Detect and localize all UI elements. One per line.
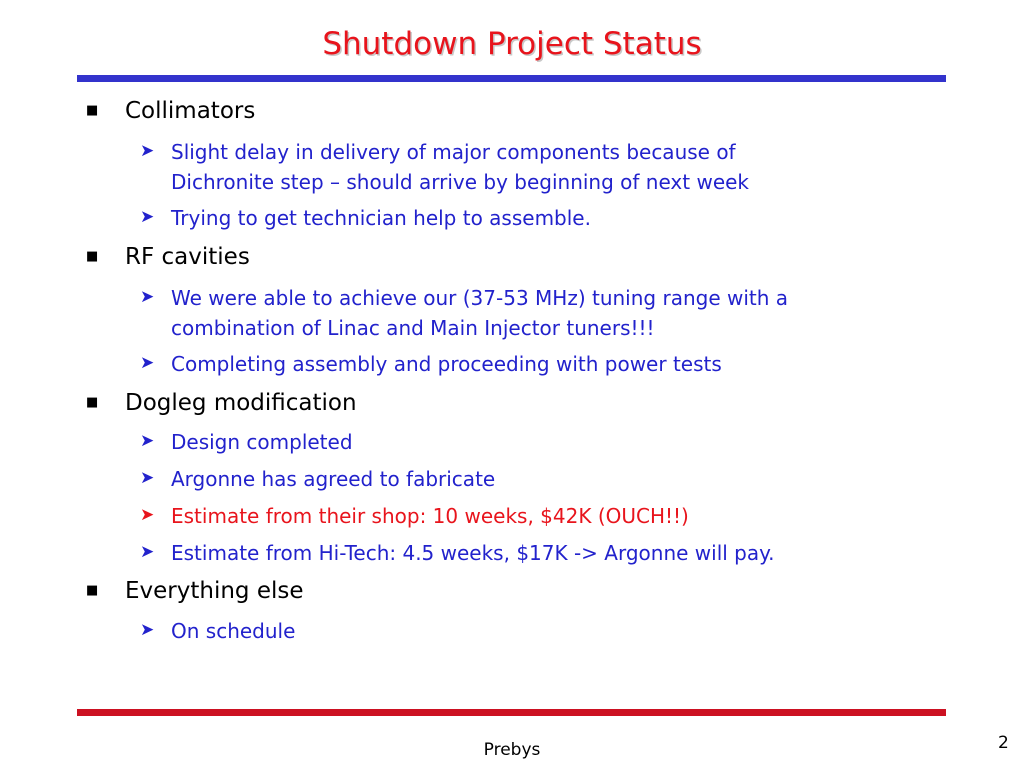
sub-bullet-text: Design completed [171,430,353,454]
arrowhead-bullet-icon: ➤ [140,468,155,488]
page-number: 2 [998,733,1009,753]
sub-bullet-text: Slight delay in delivery of major components because of [171,140,736,164]
square-bullet-icon: ■ [86,583,99,598]
slide-title: Shutdown Project Status [322,26,702,62]
bullet-label: Dogleg modification [125,390,357,416]
square-bullet-icon: ■ [86,103,99,118]
arrowhead-bullet-icon: ➤ [140,431,155,451]
sub-bullet-text: Dichronite step – should arrive by beginning of next week [171,170,750,194]
sub-bullet-text: Argonne has agreed to fabricate [171,467,496,491]
sub-bullet-text: combination of Linac and Main Injector tuners!!! [171,316,655,340]
square-bullet-icon: ■ [86,395,99,410]
arrowhead-bullet-icon: ➤ [140,207,155,227]
sub-bullet-text: Trying to get technician help to assemble. [171,206,591,230]
square-bullet-icon: ■ [86,249,99,264]
arrowhead-bullet-icon: ➤ [140,287,155,307]
sub-bullet-text: On schedule [171,619,296,643]
sub-bullet-text: We were able to achieve our (37-53 MHz) tuning range with a [171,286,789,310]
bullet-label: Everything else [125,578,304,604]
arrowhead-bullet-icon: ➤ [140,620,155,640]
arrowhead-bullet-icon: ➤ [140,353,155,373]
sub-bullet-text: Estimate from their shop: 10 weeks, $42K (OUCH!!) [171,504,689,528]
footer-divider [77,709,946,716]
arrowhead-bullet-icon: ➤ [140,141,155,161]
arrowhead-bullet-icon: ➤ [140,505,155,525]
bullet-label: Collimators [125,98,256,124]
bullet-label: RF cavities [125,244,250,270]
title-divider [77,75,946,82]
arrowhead-bullet-icon: ➤ [140,542,155,562]
sub-bullet-text: Completing assembly and proceeding with power tests [171,352,722,376]
sub-bullet-text: Estimate from Hi-Tech: 4.5 weeks, $17K -> Argonne will pay. [171,541,775,565]
footer-author: Prebys [483,740,541,760]
